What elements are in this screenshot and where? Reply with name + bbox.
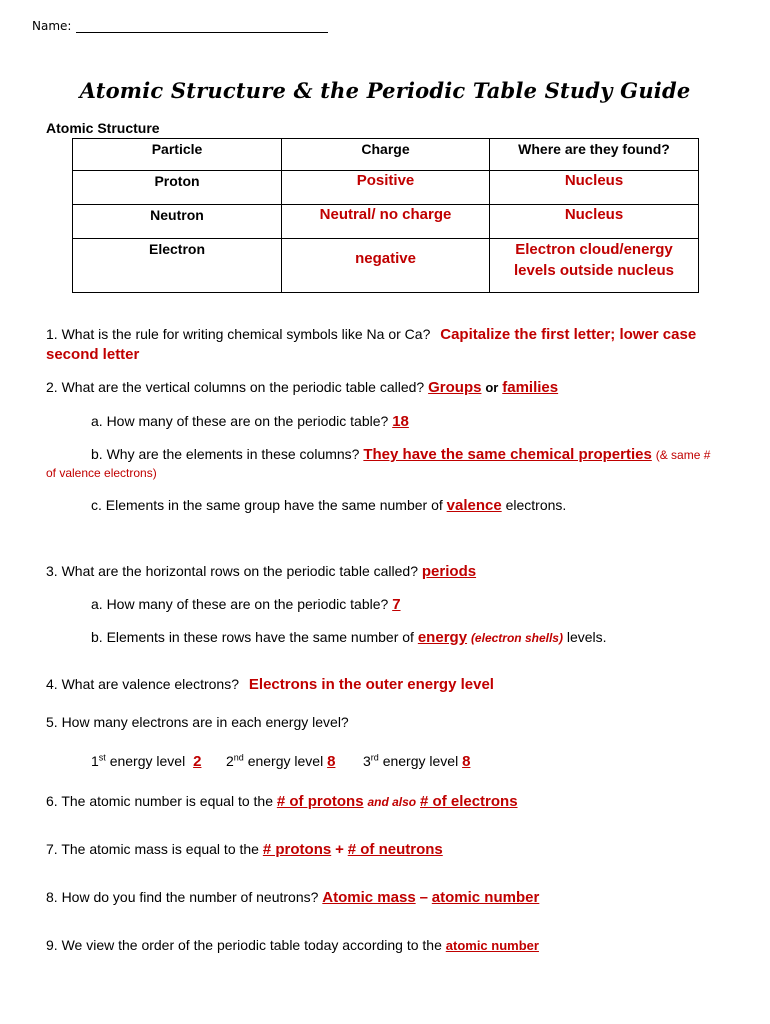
level-3-answer: 8 xyxy=(462,753,471,770)
question-9-text: 9. We view the order of the periodic table today according to the xyxy=(46,937,442,953)
question-8 xyxy=(46,889,539,906)
level-1-num: 1 xyxy=(91,753,99,769)
question-6-mid: and also xyxy=(367,795,417,809)
question-3a-text: a. How many of these are on the periodic table? xyxy=(91,596,389,612)
level-2-label: energy level xyxy=(247,753,324,769)
level-2-answer: 8 xyxy=(327,753,336,770)
question-2c-after: electrons. xyxy=(505,497,567,513)
question-1-text: 1. What is the rule for writing chemical symbols like Na or Ca? xyxy=(46,326,431,342)
question-8-answer-2: atomic number xyxy=(431,889,540,906)
level-2-sup: nd xyxy=(233,752,244,763)
question-2b xyxy=(91,446,710,463)
question-1-answer-cont: second letter xyxy=(46,346,140,363)
energy-level-3 xyxy=(363,753,470,770)
charge-answer: negative xyxy=(355,250,416,267)
question-4-answer: Electrons in the outer energy level xyxy=(248,676,494,693)
charge-answer: Neutral/ no charge xyxy=(319,206,452,223)
particle-cell: Electron xyxy=(148,241,205,257)
question-6-answer-2: # of electrons xyxy=(420,793,518,810)
question-2-answer-groups: Groups xyxy=(428,379,482,396)
particle-cell: Proton xyxy=(154,173,200,189)
table-header-row xyxy=(73,139,699,171)
question-8-dash: – xyxy=(419,889,428,906)
question-2b-note: (& same # xyxy=(655,448,711,462)
question-3b-note: (electron shells) xyxy=(470,631,563,645)
level-1-sup: st xyxy=(98,752,106,763)
question-2b-note-cont: of valence electrons) xyxy=(46,466,157,480)
question-3b-after: levels. xyxy=(566,629,607,645)
question-3a-answer: 7 xyxy=(392,596,401,613)
question-3b-text: b. Elements in these rows have the same number of xyxy=(91,629,414,645)
level-3-sup: rd xyxy=(370,752,379,763)
level-2-num: 2 xyxy=(226,753,234,769)
energy-level-2 xyxy=(226,753,335,770)
question-3-answer: periods xyxy=(421,563,477,580)
question-3 xyxy=(46,563,476,580)
table-row xyxy=(73,205,699,239)
energy-level-1 xyxy=(91,753,201,770)
question-2-or: or xyxy=(485,380,499,395)
question-2b-answer: They have the same chemical properties xyxy=(363,446,652,463)
name-label: Name: xyxy=(32,19,72,33)
question-3b xyxy=(91,629,607,646)
question-2-text: 2. What are the vertical columns on the periodic table called? xyxy=(46,379,425,395)
question-2c xyxy=(91,497,566,514)
question-7-answer-1: # protons xyxy=(262,841,332,858)
level-1-label: energy level xyxy=(109,753,186,769)
question-2b-text: b. Why are the elements in these columns? xyxy=(91,446,360,462)
header-charge: Charge xyxy=(282,139,490,171)
question-2a xyxy=(91,413,409,430)
question-2a-answer: 18 xyxy=(392,413,409,430)
header-location: Where are they found? xyxy=(490,139,699,171)
level-3-num: 3 xyxy=(363,753,371,769)
level-3-label: energy level xyxy=(382,753,459,769)
question-7-plus: + xyxy=(335,841,344,858)
question-5: 5. How many electrons are in each energy level? xyxy=(46,714,349,730)
question-4 xyxy=(46,676,494,693)
question-7-answer-2: # of neutrons xyxy=(347,841,443,858)
question-7 xyxy=(46,841,443,858)
question-8-answer-1: Atomic mass xyxy=(322,889,416,906)
question-2c-text: c. Elements in the same group have the same number of xyxy=(91,497,443,513)
location-answer: Nucleus xyxy=(564,206,624,223)
question-4-text: 4. What are valence electrons? xyxy=(46,676,239,692)
section-title: Atomic Structure xyxy=(46,120,160,136)
location-answer-line2: levels outside nucleus xyxy=(513,262,675,279)
atomic-structure-table xyxy=(72,138,699,293)
question-1 xyxy=(46,326,696,343)
question-2-answer-families: families xyxy=(502,379,559,396)
name-field-line[interactable] xyxy=(76,32,328,33)
question-3-text: 3. What are the horizontal rows on the periodic table called? xyxy=(46,563,418,579)
question-2a-text: a. How many of these are on the periodic table? xyxy=(91,413,389,429)
level-1-answer: 2 xyxy=(193,753,202,770)
question-3b-answer: energy xyxy=(417,629,468,646)
question-6 xyxy=(46,793,518,810)
question-3a xyxy=(91,596,401,613)
question-2c-answer: valence xyxy=(446,497,502,514)
question-8-text: 8. How do you find the number of neutrons? xyxy=(46,889,319,905)
particle-cell: Neutron xyxy=(150,207,204,223)
charge-answer: Positive xyxy=(356,172,415,189)
table-row xyxy=(73,239,699,293)
question-6-text: 6. The atomic number is equal to the xyxy=(46,793,273,809)
question-2 xyxy=(46,379,558,396)
question-9-answer: atomic number xyxy=(445,938,539,953)
question-1-answer: Capitalize the first letter; lower case xyxy=(440,326,697,343)
question-7-text: 7. The atomic mass is equal to the xyxy=(46,841,259,857)
location-answer-line1: Electron cloud/energy xyxy=(515,241,673,258)
location-answer: Nucleus xyxy=(564,172,624,189)
header-particle: Particle xyxy=(73,139,282,171)
question-6-answer-1: # of protons xyxy=(276,793,364,810)
page-title: Atomic Structure & the Periodic Table Study Guide xyxy=(79,78,691,103)
question-9 xyxy=(46,937,539,953)
table-row xyxy=(73,171,699,205)
